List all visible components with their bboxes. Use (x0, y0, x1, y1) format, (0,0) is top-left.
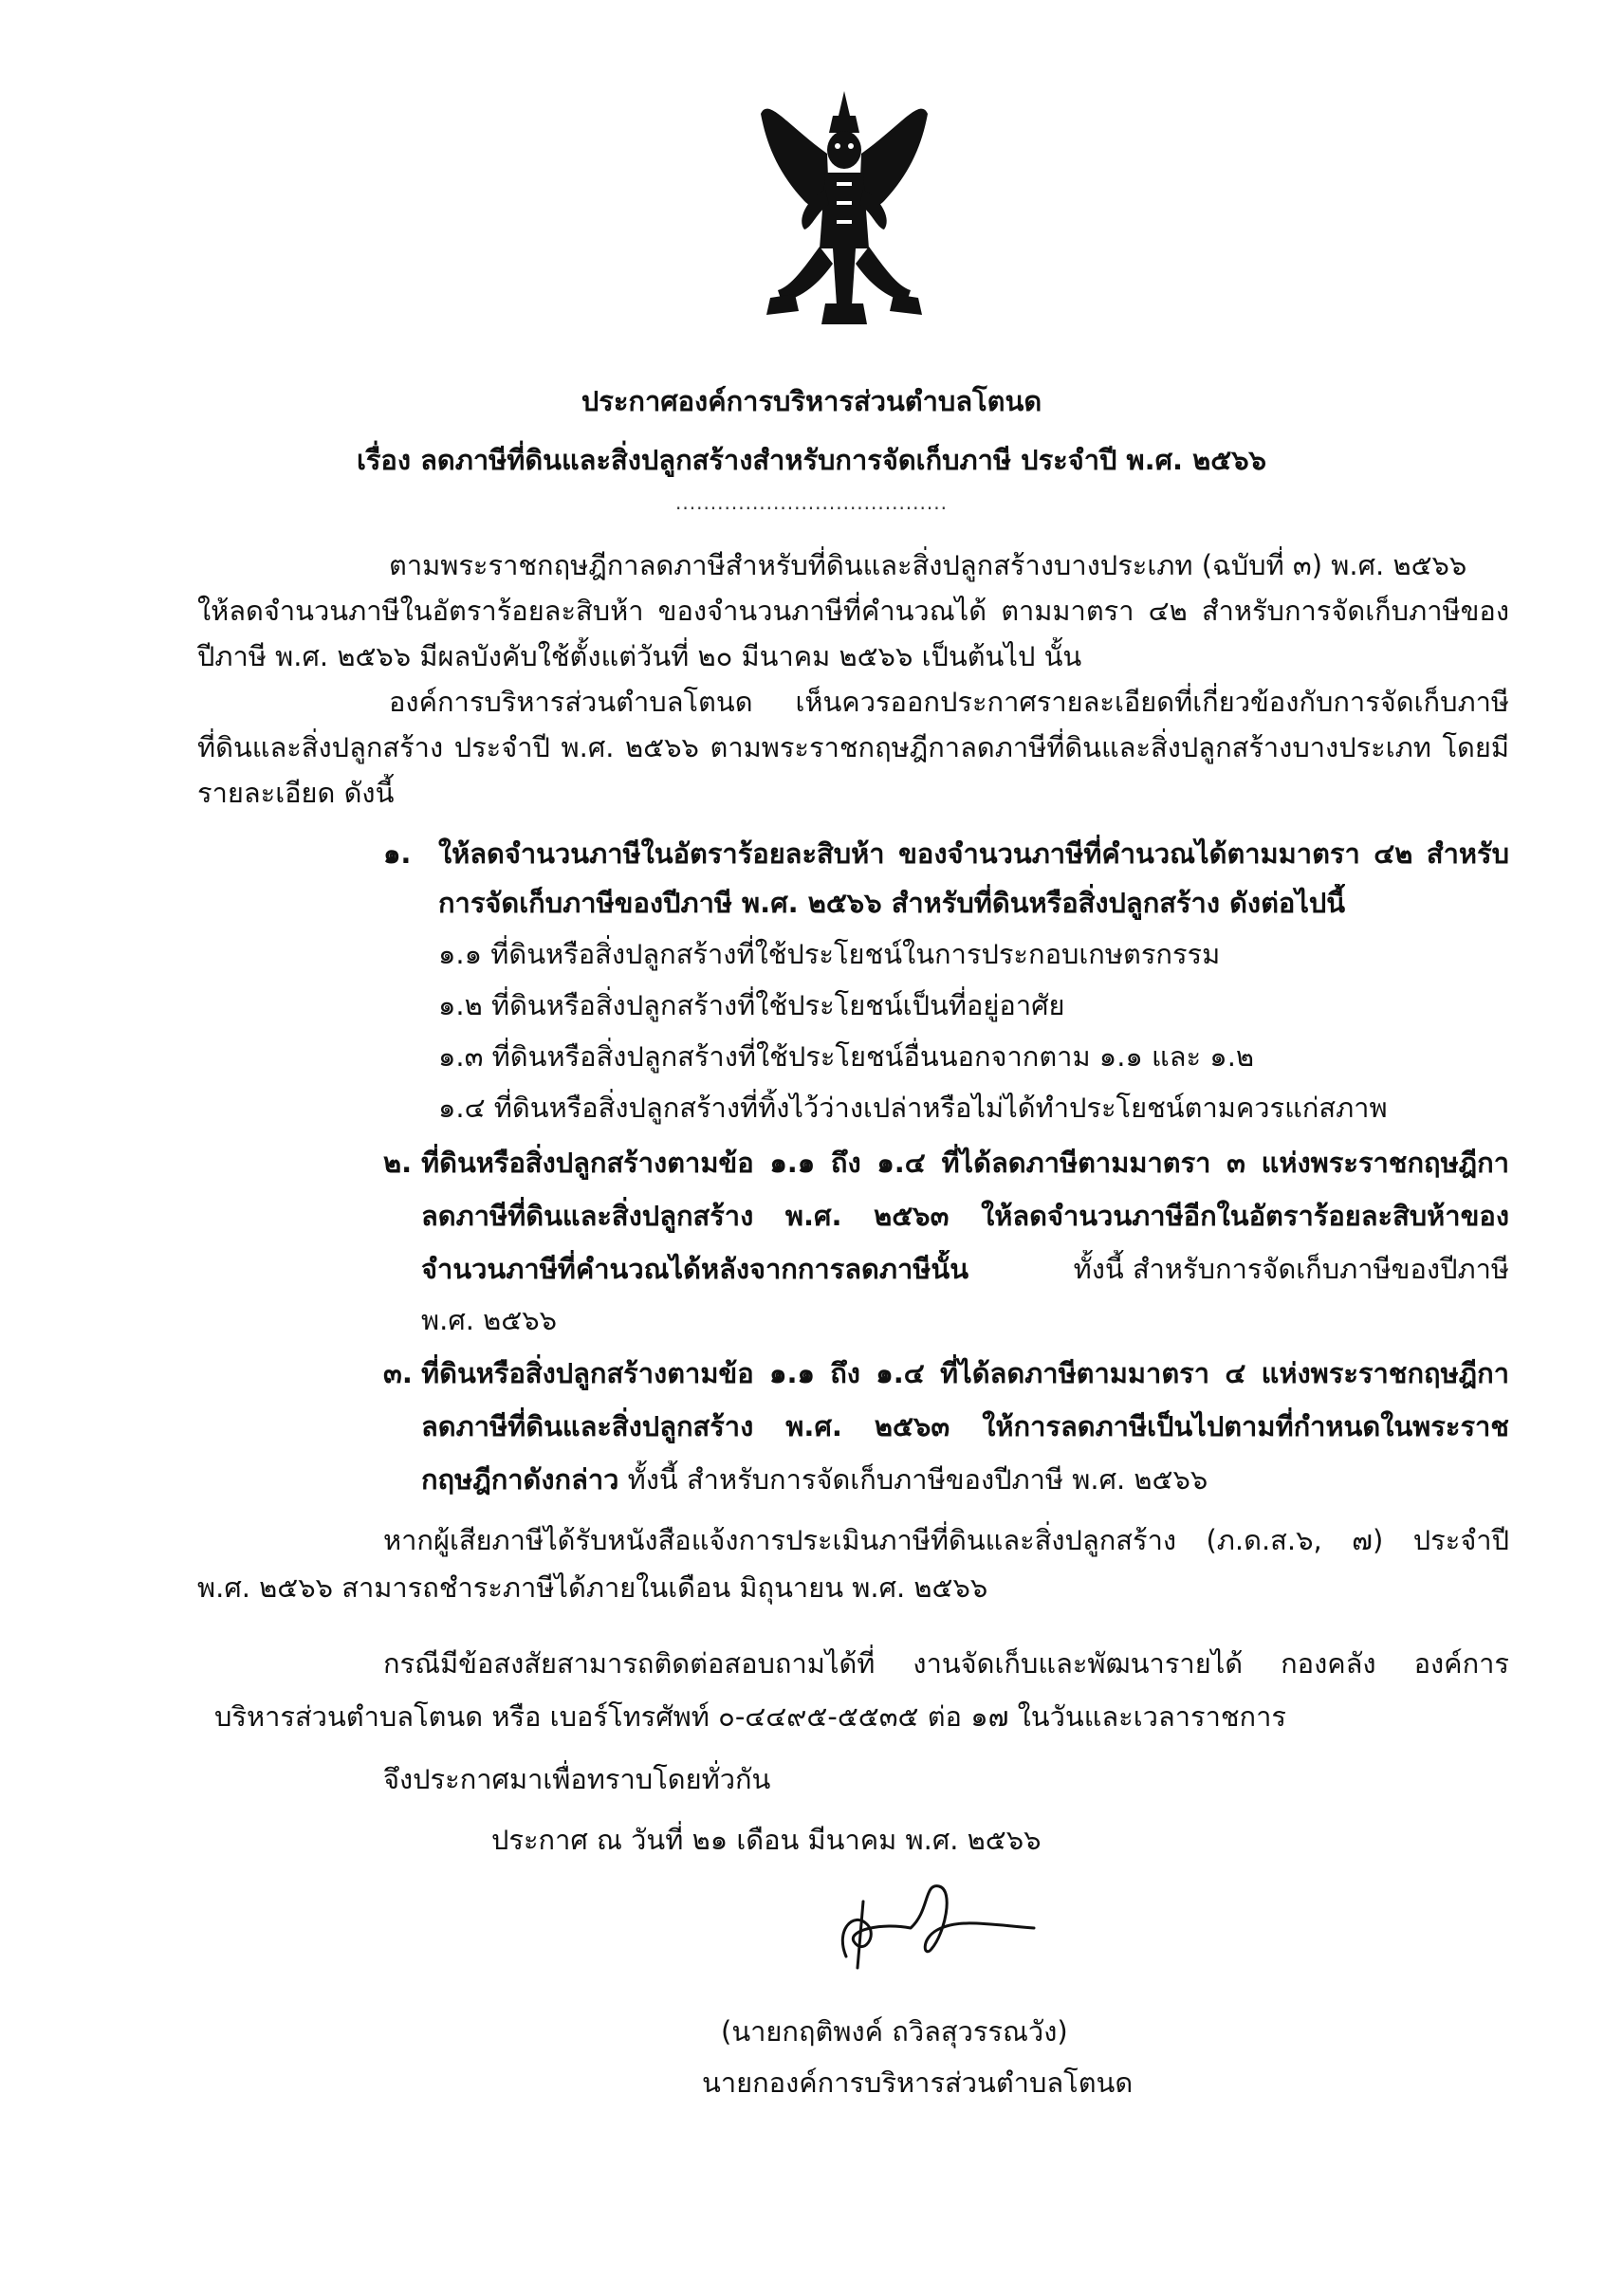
item-2-line-3 (421, 1250, 1509, 1288)
subitem-1-4: ๑.๔ ที่ดินหรือสิ่งปลูกสร้างที่ทิ้งไว้ว่างเปล่าหรือไม่ได้ทำประโยชน์ตามควรแก่สภาพ (438, 1092, 1388, 1124)
subitem-1-1: ๑.๑ ที่ดินหรือสิ่งปลูกสร้างที่ใช้ประโยชน์ในการประกอบเกษตรกรรม (438, 938, 1221, 970)
item-2-line-3-normal: ทั้งนี้ สำหรับการจัดเก็บภาษีของปีภาษี (1073, 1253, 1509, 1285)
item-3-line-1: ที่ดินหรือสิ่งปลูกสร้างตามข้อ ๑.๑ ถึง ๑.๔ ที่ได้ลดภาษีตามมาตรา ๔ แห่งพระราชกฤษฎีกา (421, 1357, 1509, 1389)
intro-p2-line-2: ที่ดินและสิ่งปลูกสร้าง ประจำปี พ.ศ. ๒๕๖๖ ตามพระราชกฤษฎีกาลดภาษีที่ดินและสิ่งปลูกสร้างบางประเภท โดยมี (197, 731, 1509, 763)
item-2-line-3-bold: จำนวนภาษีที่คำนวณได้หลังจากการลดภาษีนั้น (421, 1253, 969, 1285)
item-3-line-3-bold: กฤษฎีกาดังกล่าว (421, 1463, 619, 1496)
announcement-title: ประกาศองค์การบริหารส่วนตำบลโตนด (581, 385, 1042, 417)
item-1-line-1: ให้ลดจำนวนภาษีในอัตราร้อยละสิบห้า ของจำนวนภาษีที่คำนวณได้ตามมาตรา ๔๒ สำหรับ (438, 837, 1509, 870)
item-2-line-4: พ.ศ. ๒๕๖๖ (421, 1304, 558, 1336)
payment-line-2: พ.ศ. ๒๕๖๖ สามารถชำระภาษีได้ภายในเดือน มิถุนายน พ.ศ. ๒๕๖๖ (197, 1571, 988, 1604)
item-1-line-2: การจัดเก็บภาษีของปีภาษี พ.ศ. ๒๕๖๖ สำหรับที่ดินหรือสิ่งปลูกสร้าง ดังต่อไปนี้ (438, 887, 1346, 919)
announcement-date: ประกาศ ณ วันที่ ๒๑ เดือน มีนาคม พ.ศ. ๒๕๖๖ (491, 1824, 1042, 1856)
contact-line-1: กรณีมีข้อสงสัยสามารถติดต่อสอบถามได้ที่ งานจัดเก็บและพัฒนารายได้ กองคลัง องค์การ (383, 1647, 1509, 1680)
intro-p1-line-2: ให้ลดจำนวนภาษีในอัตราร้อยละสิบห้า ของจำนวนภาษีที่คำนวณได้ ตามมาตรา ๔๒ สำหรับการจัดเก็บภาษีของ (197, 595, 1509, 627)
item-3-line-2: ลดภาษีที่ดินและสิ่งปลูกสร้าง พ.ศ. ๒๕๖๓ ให้การลดภาษีเป็นไปตามที่กำหนดในพระราช (421, 1410, 1509, 1442)
item-1-number: ๑. (383, 837, 412, 870)
item-3-number: ๓. (383, 1357, 413, 1389)
announcement-subject: เรื่อง ลดภาษีที่ดินและสิ่งปลูกสร้างสำหรับการจัดเก็บภาษี ประจำปี พ.ศ. ๒๕๖๖ (356, 444, 1267, 476)
subitem-1-2: ๑.๒ ที่ดินหรือสิ่งปลูกสร้างที่ใช้ประโยชน์เป็นที่อยู่อาศัย (438, 989, 1065, 1021)
item-3-line-3-normal: ทั้งนี้ สำหรับการจัดเก็บภาษีของปีภาษี พ.ศ. ๒๕๖๖ (618, 1463, 1208, 1496)
intro-p2-line-3: รายละเอียด ดังนี้ (197, 777, 395, 809)
subitem-1-3: ๑.๓ ที่ดินหรือสิ่งปลูกสร้างที่ใช้ประโยชน์อื่นนอกจากตาม ๑.๑ และ ๑.๒ (438, 1040, 1255, 1073)
signatory-position: นายกองค์การบริหารส่วนตำบลโตนด (702, 2066, 1134, 2099)
intro-p1-line-3: ปีภาษี พ.ศ. ๒๕๖๖ มีผลบังคับใช้ตั้งแต่วันที่ ๒๐ มีนาคม ๒๕๖๖ เป็นต้นไป นั้น (197, 640, 1082, 672)
item-3-line-3 (421, 1460, 1208, 1498)
title-separator: ....................................... (675, 491, 948, 514)
intro-p2-line-1: องค์การบริหารส่วนตำบลโตนด เห็นควรออกประกาศรายละเอียดที่เกี่ยวข้องกับการจัดเก็บภาษี (389, 686, 1509, 718)
signatory-name: (นายกฤติพงค์ ถวิลสุวรรณวัง) (721, 2015, 1068, 2048)
garuda-emblem-icon (749, 87, 939, 341)
contact-line-2: บริหารส่วนตำบลโตนด หรือ เบอร์โทรศัพท์ ๐-๔๔๙๕-๕๕๓๕ ต่อ ๑๗ ในวันและเวลาราชการ (214, 1700, 1286, 1733)
closing-statement: จึงประกาศมาเพื่อทราบโดยทั่วกัน (383, 1763, 771, 1795)
intro-p1-line-1: ตามพระราชกฤษฎีกาลดภาษีสำหรับที่ดินและสิ่งปลูกสร้างบางประเภท (ฉบับที่ ๓) พ.ศ. ๒๕๖๖ (389, 549, 1467, 581)
item-2-line-2: ลดภาษีที่ดินและสิ่งปลูกสร้าง พ.ศ. ๒๕๖๓ ให้ลดจำนวนภาษีอีกในอัตราร้อยละสิบห้าของ (421, 1200, 1509, 1232)
signature-mark (825, 1873, 1043, 1977)
payment-line-1: หากผู้เสียภาษีได้รับหนังสือแจ้งการประเมินภาษีที่ดินและสิ่งปลูกสร้าง (ภ.ด.ส.๖, ๗) ประจำปี (383, 1524, 1509, 1556)
item-2-number: ๒. (383, 1147, 413, 1179)
item-2-line-1: ที่ดินหรือสิ่งปลูกสร้างตามข้อ ๑.๑ ถึง ๑.๔ ที่ได้ลดภาษีตามมาตรา ๓ แห่งพระราชกฤษฎีกา (421, 1147, 1509, 1179)
